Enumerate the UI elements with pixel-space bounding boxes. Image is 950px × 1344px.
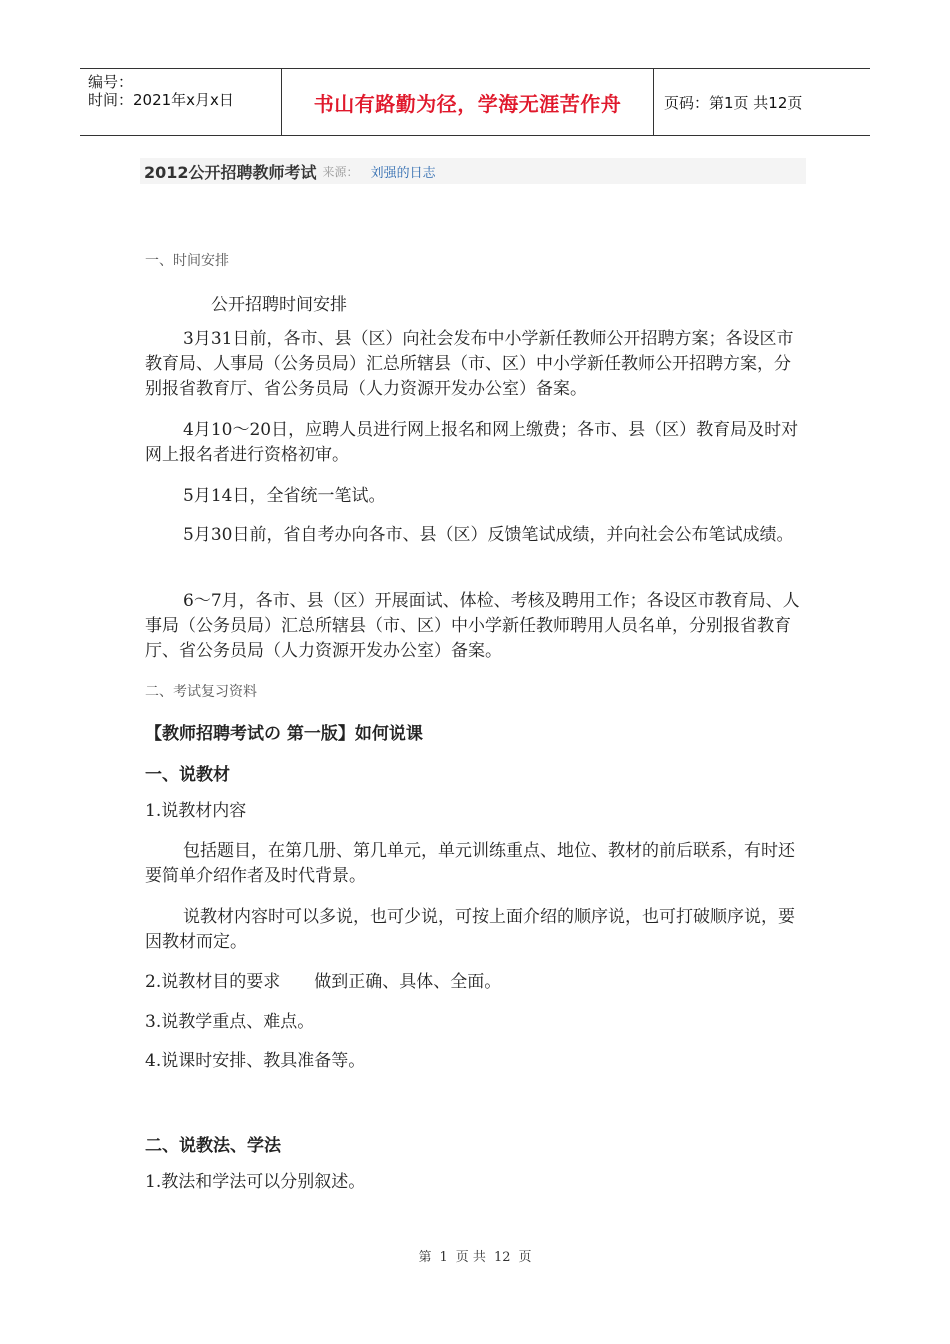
- paragraph: 6～7月，各市、县（区）开展面试、体检、考核及聘用工作；各设区市教育局、人事局（公务员局）汇总所辖县（市、区）中小学新任教师聘用人员名单，分别报省教育厅、省公务员局（人力资源开发办公室）备案。: [145, 591, 800, 661]
- lesson-title: 【教师招聘考试の 第一版】如何说课: [145, 724, 423, 744]
- section-heading-materials: 二、考试复习资料: [145, 684, 257, 700]
- list-item: 2.说教材目的要求 做到正确、具体、全面。: [145, 972, 502, 992]
- paragraph: 3月31日前，各市、县（区）向社会发布中小学新任教师公开招聘方案；各设区市教育局、人事局（公务员局）汇总所辖县（市、区）中小学新任教师公开招聘方案，分别报省教育厅、省公务员局（人力资源开发办公室）备案。: [145, 329, 794, 399]
- section-heading-schedule: 一、时间安排: [145, 253, 229, 269]
- header-left-cell: [80, 69, 282, 135]
- paragraph: 包括题目，在第几册、第几单元，单元训练重点、地位、教材的前后联系，有时还要简单介绍作者及时代背景。: [145, 841, 795, 886]
- schedule-subtitle: 公开招聘时间安排: [211, 295, 347, 315]
- source-label: 来源：: [322, 164, 359, 179]
- paragraph: 5月30日前，省自考办向各市、县（区）反馈笔试成绩，并向社会公布笔试成绩。: [183, 525, 794, 545]
- footer-page-total: 12: [493, 1250, 511, 1265]
- footer-page-number: 1: [439, 1250, 448, 1265]
- footer-prefix: 第: [418, 1250, 432, 1265]
- paragraph: 4月10～20日，应聘人员进行网上报名和网上缴费；各市、县（区）教育局及时对网上报名者进行资格初审。: [145, 420, 799, 465]
- page-code: 页码：第1页 共12页: [664, 93, 803, 112]
- author-link[interactable]: 刘强的日志: [370, 165, 436, 181]
- motto-text: 书山有路勤为径，学海无涯苦作舟: [313, 91, 622, 116]
- list-item: 4.说课时安排、教具准备等。: [145, 1051, 366, 1071]
- paragraph: 说教材内容时可以多说，也可少说，可按上面介绍的顺序说，也可打破顺序说，要因教材而定。: [145, 907, 795, 952]
- subheading-textbook: 一、说教材: [145, 765, 230, 785]
- header-table: [80, 68, 870, 136]
- header-page-cell: [654, 69, 870, 135]
- subheading-methods: 二、说教法、学法: [145, 1136, 281, 1156]
- time-label: 时间：2021年x月x日: [88, 91, 234, 109]
- footer-suffix: 页: [518, 1250, 532, 1265]
- page-footer: [0, 1246, 950, 1265]
- paragraph: 5月14日，全省统一笔试。: [183, 486, 386, 506]
- list-item: 3.说教学重点、难点。: [145, 1012, 315, 1032]
- list-item: 1.教法和学法可以分别叙述。: [145, 1172, 366, 1192]
- header-motto-cell: [282, 69, 654, 135]
- number-label: 编号：: [88, 73, 134, 91]
- footer-mid: 页 共: [455, 1250, 486, 1265]
- article-title: 2012公开招聘教师考试: [144, 162, 317, 182]
- article-title-bar: [140, 158, 806, 184]
- list-item: 1.说教材内容: [145, 801, 247, 821]
